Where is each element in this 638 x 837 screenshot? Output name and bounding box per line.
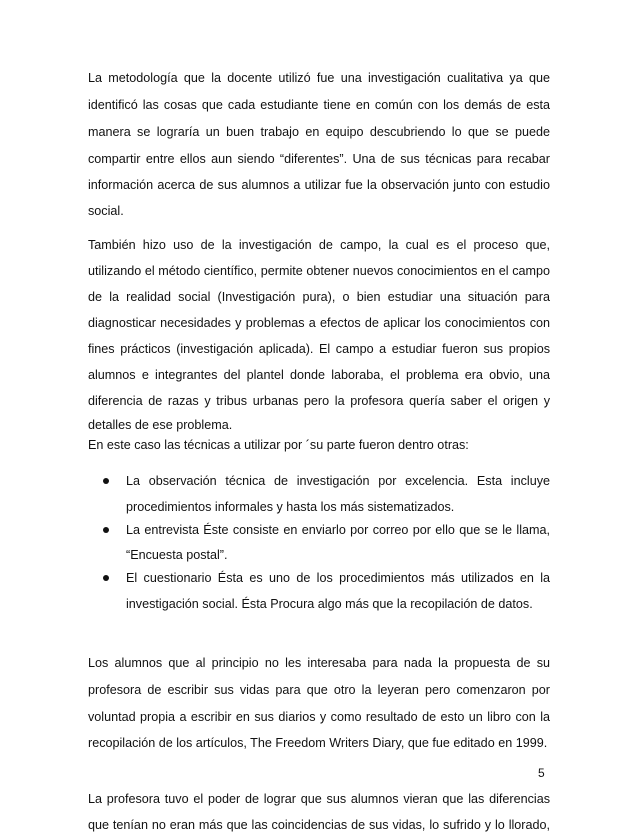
text-line: alumnos e integrantes del plantel donde laboraba, el problema era obvio, una bbox=[88, 368, 550, 382]
bullet-icon bbox=[103, 527, 109, 533]
text-line: El cuestionario Ésta es uno de los procedimientos más utilizados en la bbox=[126, 571, 550, 585]
text-line: información acerca de sus alumnos a utilizar fue la observación junto con estudio bbox=[88, 178, 550, 192]
text-line: En este caso las técnicas a utilizar por ´su parte fueron dentro otras: bbox=[88, 438, 469, 452]
text-line: diferencia de razas y tribus urbanas pero la profesora quería saber el origen y bbox=[88, 394, 550, 408]
text-line: que tenían no eran más que las coincidencias de sus vidas, lo sufrido y lo llorado, bbox=[88, 818, 550, 832]
page-number: 5 bbox=[538, 766, 545, 780]
text-line: La profesora tuvo el poder de lograr que sus alumnos vieran que las diferencias bbox=[88, 792, 550, 806]
text-line: investigación social. Ésta Procura algo más que la recopilación de datos. bbox=[126, 597, 533, 611]
text-line: recopilación de los artículos, The Freedom Writers Diary, que fue editado en 1999. bbox=[88, 736, 548, 750]
text-line: voluntad propia a escribir en sus diarios y como resultado de esto un libro con la bbox=[88, 710, 550, 724]
text-line: También hizo uso de la investigación de campo, la cual es el proceso que, bbox=[88, 238, 550, 252]
bullet-icon bbox=[103, 478, 109, 484]
text-line: utilizando el método científico, permite obtener nuevos conocimientos en el campo bbox=[88, 264, 550, 278]
text-line: compartir entre ellos aun siendo “diferentes”. Una de sus técnicas para recabar bbox=[88, 152, 550, 166]
bullet-icon bbox=[103, 575, 109, 581]
text-line: fines prácticos (investigación aplicada). El campo a estudiar fueron sus propios bbox=[88, 342, 550, 356]
text-line: social. bbox=[88, 204, 124, 218]
text-line: identificó las cosas que cada estudiante tiene en común con los demás de esta bbox=[88, 98, 550, 112]
text-line: procedimientos informales y hasta los más sistematizados. bbox=[126, 500, 455, 514]
text-line: detalles de ese problema. bbox=[88, 418, 233, 432]
text-line: La metodología que la docente utilizó fue una investigación cualitativa ya que bbox=[88, 71, 550, 85]
text-line: manera se lograría un buen trabajo en equipo descubriendo lo que se puede bbox=[88, 125, 550, 139]
text-line: de la realidad social (Investigación pura), o bien estudiar una situación para bbox=[88, 290, 550, 304]
text-line: “Encuesta postal”. bbox=[126, 548, 228, 562]
text-line: diagnosticar necesidades y problemas a efectos de aplicar los conocimientos con bbox=[88, 316, 550, 330]
text-line: profesora de escribir sus vidas para que otro la leyeran pero comenzaron por bbox=[88, 683, 550, 697]
text-line: La observación técnica de investigación por excelencia. Esta incluye bbox=[126, 474, 550, 488]
text-line: La entrevista Éste consiste en enviarlo por correo por ello que se le llama, bbox=[126, 523, 550, 537]
text-line: Los alumnos que al principio no les interesaba para nada la propuesta de su bbox=[88, 656, 550, 670]
